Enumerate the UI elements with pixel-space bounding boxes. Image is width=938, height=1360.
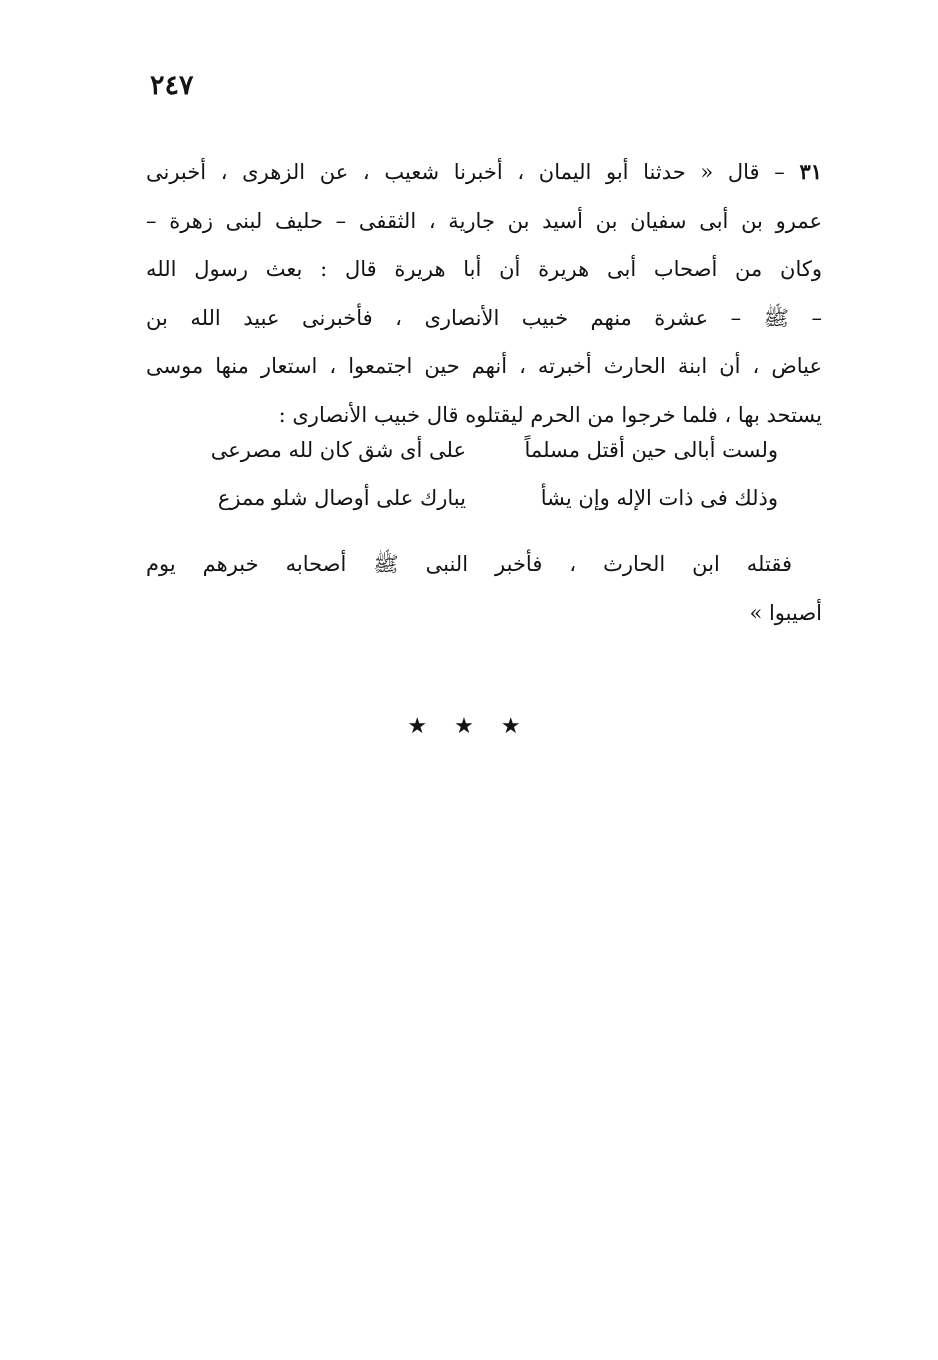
page-number: ٢٤٧ — [150, 70, 194, 101]
closing-text — [146, 540, 822, 637]
hadith-line-text: – قال « حدثنا أبو اليمان ، أخبرنا شعيب ، عن الزهرى ، أخبرنى — [146, 160, 785, 184]
verse — [186, 474, 778, 522]
verse-first-hemistich: وذلك فى ذات الإله وإن يشأ — [540, 486, 778, 510]
poetry-verses — [186, 426, 778, 522]
verse-second-hemistich: يبارك على أوصال شلو ممزع — [217, 486, 466, 510]
hadith-line: – ﷺ – عشرة منهم خبيب الأنصارى ، فأخبرنى عبيد الله بن — [146, 305, 822, 330]
verse-first-hemistich: ولست أبالى حين أقتل مسلماً — [524, 438, 778, 462]
verse-second-hemistich: على أى شق كان لله مصرعى — [210, 438, 466, 462]
hadith-line: وكان من أصحاب أبى هريرة أن أبا هريرة قال : بعث رسول الله — [146, 257, 822, 281]
verse — [186, 426, 778, 474]
hadith-line: عياض ، أن ابنة الحارث أخبرته ، أنهم حين اجتمعوا ، استعار منها موسى — [146, 354, 822, 378]
hadith-line: عمرو بن أبى سفيان بن أسيد بن جارية ، الثقفى – حليف لبنى زهرة – — [146, 208, 822, 233]
section-separator-stars: ★ ★ ★ — [407, 714, 531, 739]
hadith-line — [146, 148, 822, 197]
hadith-line: يستحد بها ، فلما خرجوا من الحرم ليقتلوه قال خبيب الأنصارى : — [278, 402, 822, 427]
hadith-number: ٣١ — [799, 159, 822, 184]
closing-line: أصيبوا » — [749, 600, 822, 625]
hadith-text — [146, 148, 822, 439]
closing-line: فقتله ابن الحارث ، فأخبر النبى ﷺ أصحابه خبرهم يوم — [146, 552, 792, 576]
